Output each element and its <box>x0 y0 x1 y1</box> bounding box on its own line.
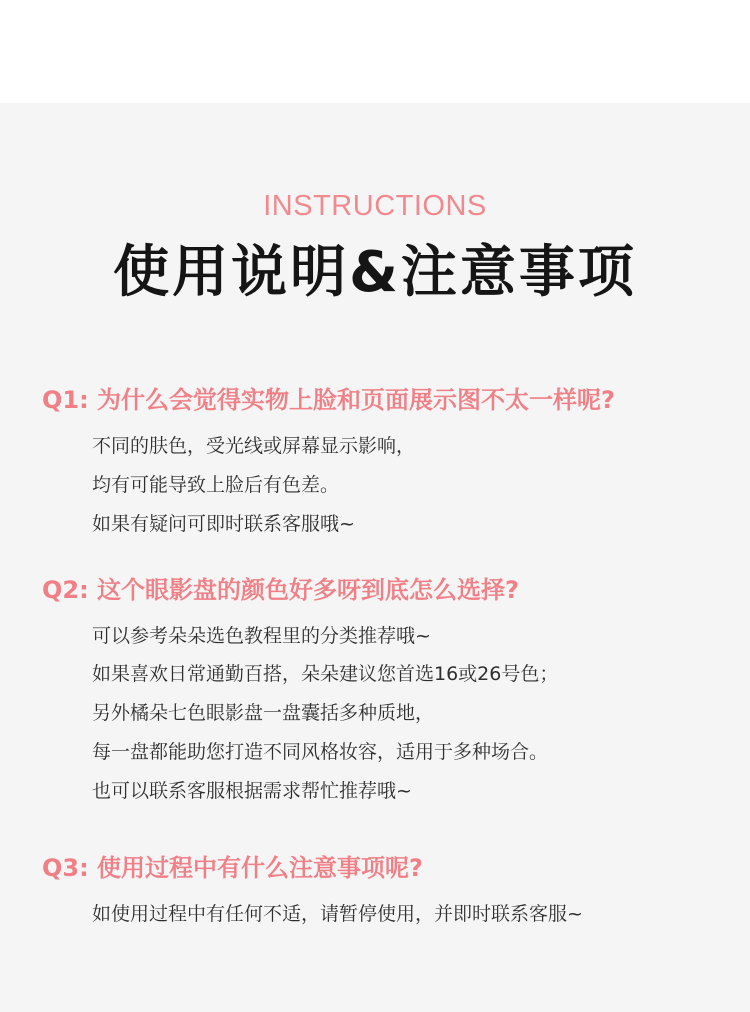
page-title: 使用说明&注意事项 <box>113 240 637 305</box>
top-white-band <box>0 0 750 103</box>
answer-line: 如果有疑问可即时联系客服哦~ <box>92 513 355 535</box>
answer-line: 不同的肤色，受光线或屏幕显示影响， <box>92 435 416 457</box>
question-2: Q2: 这个眼影盘的颜色好多呀到底怎么选择? <box>42 576 519 604</box>
section-eyebrow: INSTRUCTIONS <box>263 190 487 222</box>
answer-line: 如使用过程中有任何不适，请暂停使用，并即时联系客服~ <box>92 903 583 925</box>
answer-line: 均有可能导致上脸后有色差。 <box>92 474 340 496</box>
question-3: Q3: 使用过程中有什么注意事项呢? <box>42 854 423 882</box>
answer-line: 另外橘朵七色眼影盘一盘囊括多种质地， <box>92 702 435 724</box>
question-1: Q1: 为什么会觉得实物上脸和页面展示图不太一样呢? <box>42 386 615 414</box>
answer-line: 如果喜欢日常通勤百搭，朵朵建议您首选16或26号色； <box>92 663 559 685</box>
answer-line: 每一盘都能助您打造不同风格妆容，适用于多种场合。 <box>92 741 549 763</box>
answer-line: 也可以联系客服根据需求帮忙推荐哦~ <box>92 780 412 802</box>
answer-line: 可以参考朵朵选色教程里的分类推荐哦~ <box>92 625 431 647</box>
